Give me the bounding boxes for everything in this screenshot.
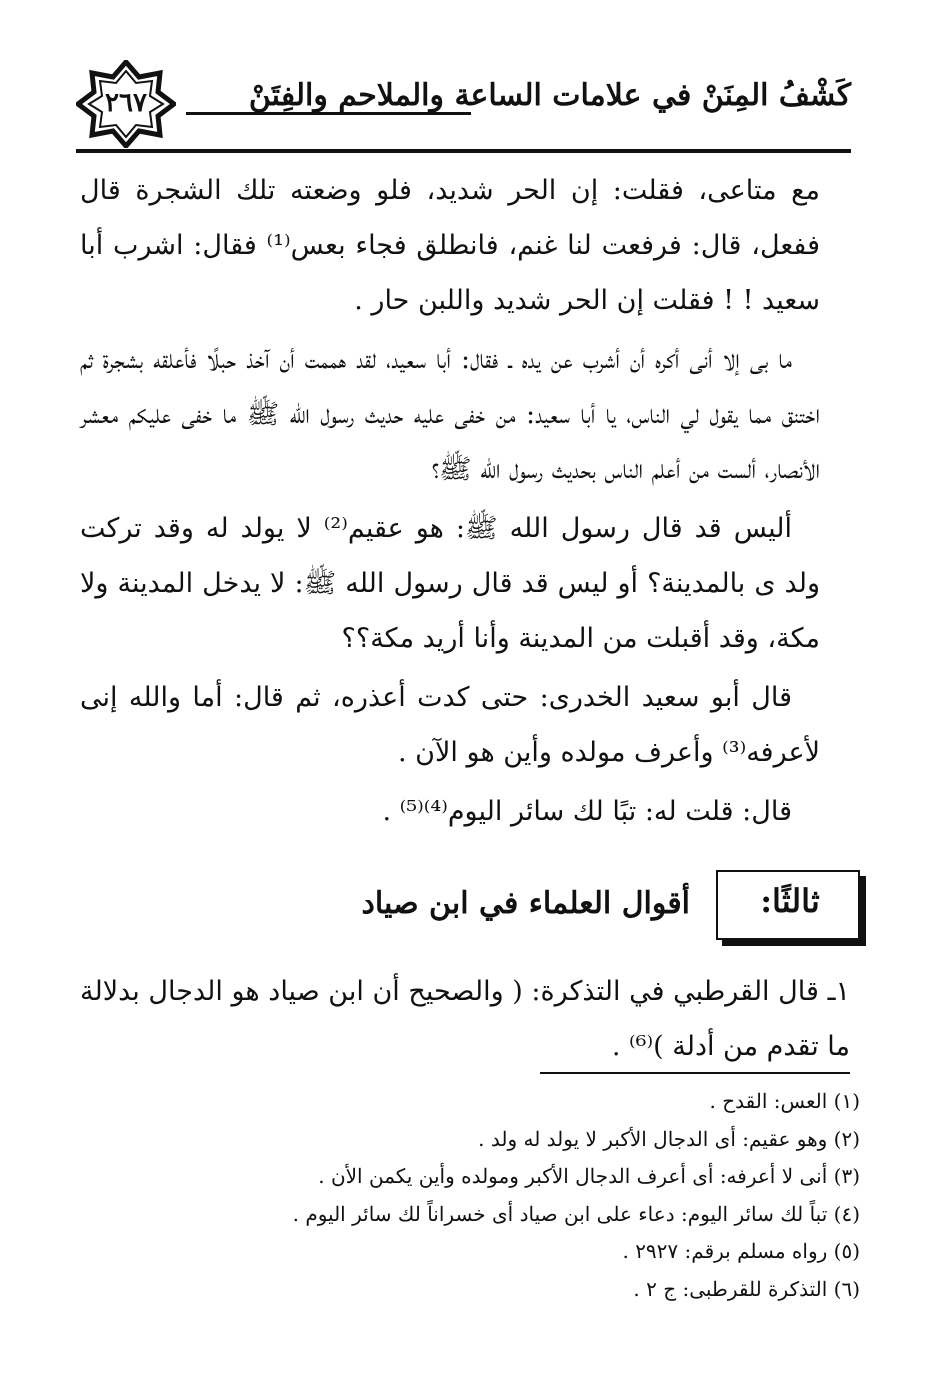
footnote: (٢) وهو عقيم: أى الدجال الأكبر لا يولد له ولد .	[478, 1126, 860, 1151]
page-number: ٢٦٧	[105, 88, 147, 118]
paragraph: ما بى إلا أنى أكره أن أشرب عن يده ـ فقال: أبا سعيد، لقد هممت أن آخذ حبلًا فأعلقه بشجرة ثم اختنق مما يقول لي الناس، يا أبا سعيد: من خفى عليه حديث رسول الله ﷺ ما خفى عليكم معشر الأنصار، ألست من أعلم الناس بحديث رسول الله ﷺ؟	[80, 344, 820, 485]
main-text	[80, 163, 820, 843]
footnote: (١) العس: القدح .	[709, 1089, 860, 1113]
quote-text	[80, 964, 850, 1074]
footnote: (٤) تباً لك سائر اليوم: دعاء على ابن صياد أى خسراناً لك سائر اليوم .	[292, 1201, 860, 1226]
section-label: ثالثًا:	[760, 882, 820, 920]
footnotes	[250, 1083, 860, 1308]
paragraph: مع متاعى، فقلت: إن الحر شديد، فلو وضعته تلك الشجرة قال ففعل، قال: فرفعت لنا غنم، فانطلق فجاء بعس⁽¹⁾ فقال: اشرب أبا سعيد ! ! فقلت إن الحر شديد واللبن حار .	[80, 175, 820, 316]
section-heading	[200, 870, 860, 950]
book-title: كَشْفُ المِنَنْ في علامات الساعة والملاحم والفِتَنْ	[248, 78, 851, 113]
footnote: (٦) التذكرة للقرطبى: ج ٢ .	[633, 1276, 860, 1301]
header-rule	[76, 149, 851, 153]
paragraph: قال أبو سعيد الخدرى: حتى كدت أعذره، ثم قال: أما والله إنى لأعرفه⁽³⁾ وأعرف مولده وأين هو الآن .	[80, 682, 820, 768]
section-title: أقوال العلماء في ابن صياد	[361, 886, 690, 921]
numbered-item: ١ـ قال القرطبي في التذكرة: ( والصحيح أن ابن صياد هو الدجال بدلالة ما تقدم من أدلة )⁽⁶⁾ .	[80, 976, 850, 1062]
paragraph: قال: قلت له: تبًا لك سائر اليوم⁽⁴⁾⁽⁵⁾ .	[382, 796, 792, 827]
paragraph: أليس قد قال رسول الله ﷺ: هو عقيم⁽²⁾ لا يولد له وقد تركت ولد ى بالمدينة؟ أو ليس قد قال رسول الله ﷺ: لا يدخل المدينة ولا مكة، وقد أقبلت من المدينة وأنا أريد مكة؟؟	[80, 513, 820, 654]
footnote-separator	[540, 1072, 850, 1074]
page-header	[76, 60, 851, 155]
footnote: (٣) أنى لا أعرفه: أى أعرف الدجال الأكبر ومولده وأين يكمن الأن .	[318, 1164, 860, 1188]
page-number-badge	[76, 60, 176, 148]
footnote: (٥) رواه مسلم برقم: ٢٩٢٧ .	[622, 1239, 860, 1263]
